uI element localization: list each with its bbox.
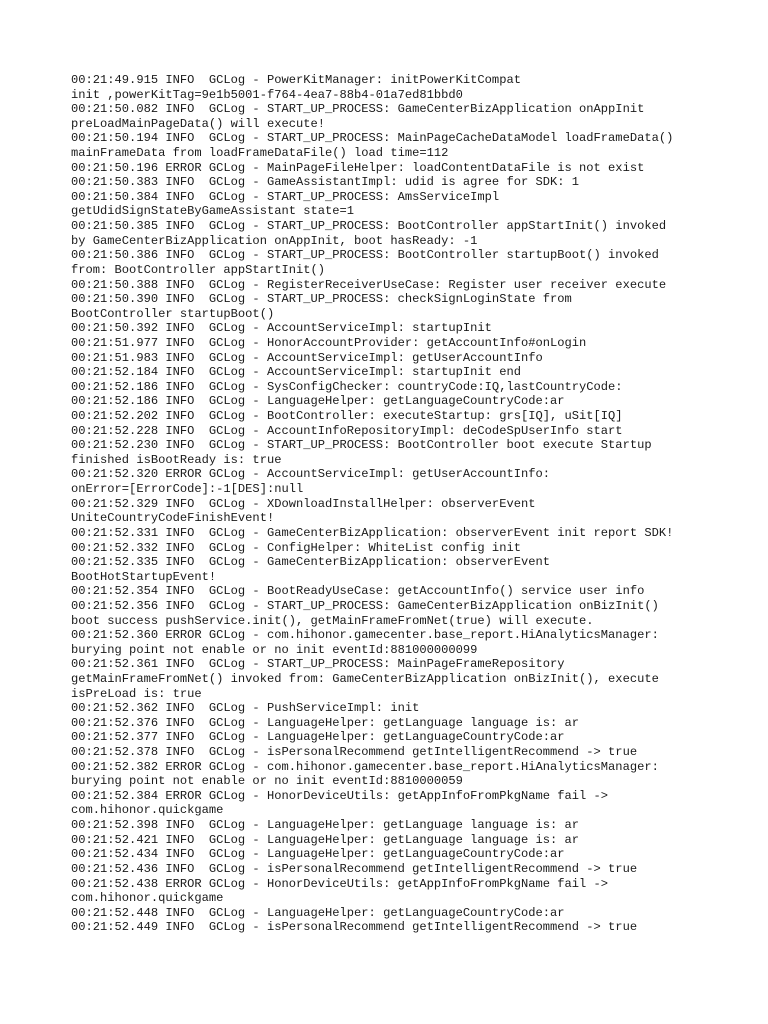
log-line: getMainFrameFromNet() invoked from: GameCenterBizApplication onBizInit(), execute xyxy=(71,671,659,686)
log-line: 00:21:50.385 INFO GCLog - START_UP_PROCESS: BootController appStartInit() invoked xyxy=(71,219,667,234)
log-line: onError=[ErrorCode]:-1[DES]:null xyxy=(71,482,304,497)
log-line: 00:21:50.388 INFO GCLog - RegisterReceiverUseCase: Register user receiver execute xyxy=(71,277,667,292)
log-line: 00:21:50.196 ERROR GCLog - MainPageFileHelper: loadContentDataFile is not exist xyxy=(71,160,645,175)
log-line: 00:21:52.376 INFO GCLog - LanguageHelper: getLanguage language is: ar xyxy=(71,715,580,730)
log-line: 00:21:52.434 INFO GCLog - LanguageHelper: getLanguageCountryCode:ar xyxy=(71,847,565,862)
log-line: 00:21:52.421 INFO GCLog - LanguageHelper: getLanguage language is: ar xyxy=(71,832,580,847)
log-line: finished isBootReady is: true xyxy=(71,452,282,467)
log-line: 00:21:52.186 INFO GCLog - LanguageHelper: getLanguageCountryCode:ar xyxy=(71,394,565,409)
log-text-block xyxy=(71,73,751,935)
log-line: 00:21:52.378 INFO GCLog - isPersonalRecommend getIntelligentRecommend -> true xyxy=(71,745,638,760)
log-line: 00:21:52.377 INFO GCLog - LanguageHelper: getLanguageCountryCode:ar xyxy=(71,730,565,745)
log-line: 00:21:52.331 INFO GCLog - GameCenterBizApplication: observerEvent init report SDK! xyxy=(71,525,674,540)
log-line: 00:21:52.329 INFO GCLog - XDownloadInstallHelper: observerEvent xyxy=(71,496,536,511)
log-line: mainFrameData from loadFrameDataFile() load time=112 xyxy=(71,146,449,161)
log-line: burying point not enable or no init eventId:881000000099 xyxy=(71,642,478,657)
log-line: 00:21:52.184 INFO GCLog - AccountServiceImpl: startupInit end xyxy=(71,365,521,380)
log-line: BootController startupBoot() xyxy=(71,306,275,321)
log-line: 00:21:52.361 INFO GCLog - START_UP_PROCESS: MainPageFrameRepository xyxy=(71,657,565,672)
log-line: burying point not enable or no init eventId:8810000059 xyxy=(71,774,463,789)
log-line: com.hihonor.quickgame xyxy=(71,803,224,818)
log-line: 00:21:52.398 INFO GCLog - LanguageHelper: getLanguage language is: ar xyxy=(71,818,580,833)
log-line: UniteCountryCodeFinishEvent! xyxy=(71,511,275,526)
log-line: 00:21:50.082 INFO GCLog - START_UP_PROCESS: GameCenterBizApplication onAppInit xyxy=(71,102,645,117)
log-line: com.hihonor.quickgame xyxy=(71,891,224,906)
log-line: 00:21:52.362 INFO GCLog - PushServiceImpl: init xyxy=(71,701,420,716)
log-line: 00:21:51.983 INFO GCLog - AccountServiceImpl: getUserAccountInfo xyxy=(71,350,543,365)
log-line: 00:21:52.228 INFO GCLog - AccountInfoRepositoryImpl: deCodeSpUserInfo start xyxy=(71,423,623,438)
log-line: 00:21:52.449 INFO GCLog - isPersonalRecommend getIntelligentRecommend -> true xyxy=(71,920,638,935)
log-line: 00:21:52.202 INFO GCLog - BootController: executeStartup: grs[IQ], uSit[IQ] xyxy=(71,409,623,424)
log-line: 00:21:50.383 INFO GCLog - GameAssistantImpl: udid is agree for SDK: 1 xyxy=(71,175,580,190)
log-line: 00:21:50.392 INFO GCLog - AccountServiceImpl: startupInit xyxy=(71,321,492,336)
log-line: getUdidSignStateByGameAssistant state=1 xyxy=(71,204,355,219)
log-line: 00:21:52.382 ERROR GCLog - com.hihonor.gamecenter.base_report.HiAnalyticsManager: xyxy=(71,759,659,774)
log-line: 00:21:52.384 ERROR GCLog - HonorDeviceUtils: getAppInfoFromPkgName fail -> xyxy=(71,788,609,803)
log-line: 00:21:50.390 INFO GCLog - START_UP_PROCESS: checkSignLoginState from xyxy=(71,292,572,307)
log-line: BootHotStartupEvent! xyxy=(71,569,217,584)
log-line: 00:21:52.356 INFO GCLog - START_UP_PROCESS: GameCenterBizApplication onBizInit() xyxy=(71,598,659,613)
log-line: 00:21:52.230 INFO GCLog - START_UP_PROCESS: BootController boot execute Startup xyxy=(71,438,652,453)
log-line: 00:21:51.977 INFO GCLog - HonorAccountProvider: getAccountInfo#onLogin xyxy=(71,335,587,350)
log-line: 00:21:52.320 ERROR GCLog - AccountServiceImpl: getUserAccountInfo: xyxy=(71,467,550,482)
log-line: 00:21:52.436 INFO GCLog - isPersonalRecommend getIntelligentRecommend -> true xyxy=(71,861,638,876)
log-line: from: BootController appStartInit() xyxy=(71,262,326,277)
log-line: 00:21:52.335 INFO GCLog - GameCenterBizApplication: observerEvent xyxy=(71,555,550,570)
log-line: 00:21:52.448 INFO GCLog - LanguageHelper: getLanguageCountryCode:ar xyxy=(71,905,565,920)
log-line: 00:21:52.354 INFO GCLog - BootReadyUseCase: getAccountInfo() service user info xyxy=(71,584,645,599)
log-line: 00:21:49.915 INFO GCLog - PowerKitManager: initPowerKitCompat xyxy=(71,73,521,87)
log-line: 00:21:50.386 INFO GCLog - START_UP_PROCESS: BootController startupBoot() invoked xyxy=(71,248,659,263)
log-line: boot success pushService.init(), getMainFrameFromNet(true) will execute. xyxy=(71,613,594,628)
log-line: 00:21:50.194 INFO GCLog - START_UP_PROCESS: MainPageCacheDataModel loadFrameData() xyxy=(71,131,674,146)
log-line: preLoadMainPageData() will execute! xyxy=(71,116,326,131)
log-line: 00:21:52.438 ERROR GCLog - HonorDeviceUtils: getAppInfoFromPkgName fail -> xyxy=(71,876,609,891)
log-line: init ,powerKitTag=9e1b5001-f764-4ea7-88b4-01a7ed81bbd0 xyxy=(71,87,463,102)
log-line: 00:21:52.186 INFO GCLog - SysConfigChecker: countryCode:IQ,lastCountryCode: xyxy=(71,379,623,394)
log-line: 00:21:50.384 INFO GCLog - START_UP_PROCESS: AmsServiceImpl xyxy=(71,189,500,204)
log-line: by GameCenterBizApplication onAppInit, boot hasReady: -1 xyxy=(71,233,478,248)
log-line: 00:21:52.332 INFO GCLog - ConfigHelper: WhiteList config init xyxy=(71,540,521,555)
log-line: 00:21:52.360 ERROR GCLog - com.hihonor.gamecenter.base_report.HiAnalyticsManager: xyxy=(71,628,659,643)
log-line: isPreLoad is: true xyxy=(71,686,202,701)
